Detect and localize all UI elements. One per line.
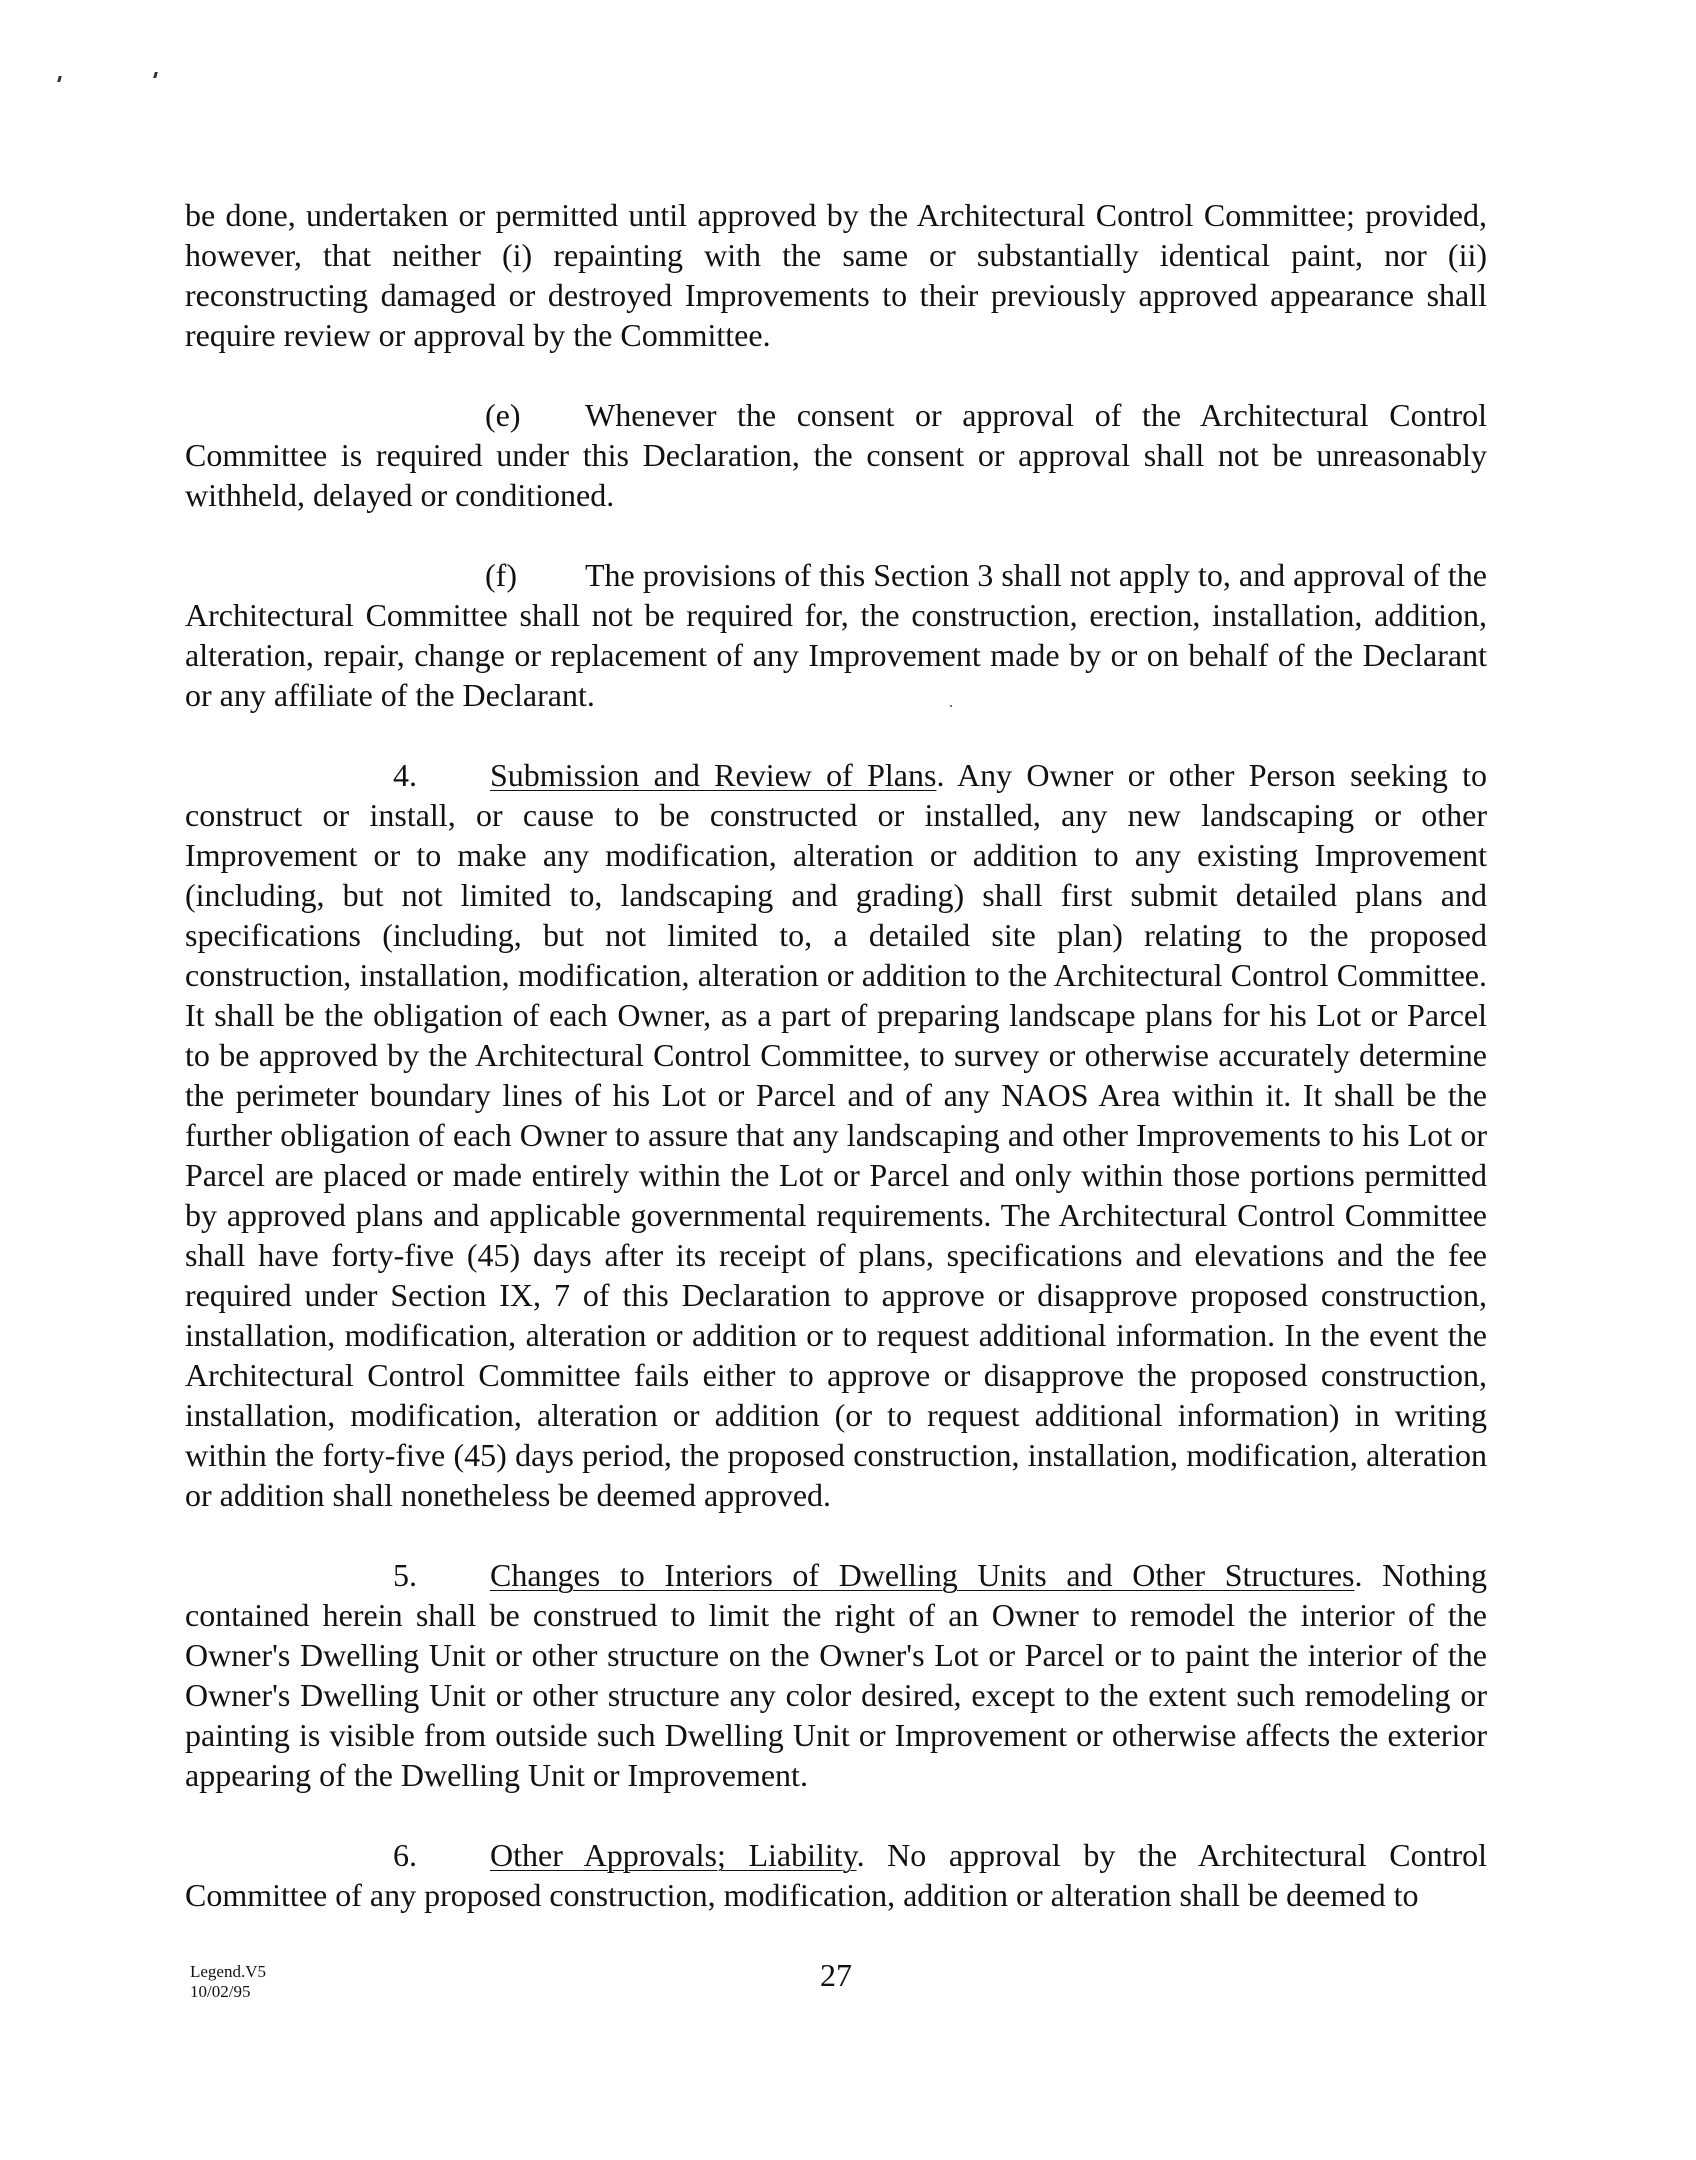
section-4-heading: Submission and Review of Plans [490, 757, 937, 793]
paragraph-e-label: (e) [485, 397, 521, 433]
section-4-number: 4. [393, 757, 417, 793]
footer-legend [190, 1962, 266, 2002]
section-6-heading: Other Approvals; Liability [490, 1837, 857, 1873]
section-6-number: 6. [393, 1837, 417, 1873]
section-5-heading: Changes to Interiors of Dwelling Units and Other Structures [490, 1557, 1355, 1593]
page-number: 27 [820, 1957, 852, 1993]
section-5-text: . Nothing contained herein shall be construed to limit the right of an Owner to remodel the interior of the Owner's Dwelling Unit or other structure on the Owner's Lot or Parcel or to paint the interior of the Owner's Dwelling Unit or other structure any color desired, except to the extent such remodeling or painting is visible from outside such Dwelling Unit or Improvement or otherwise affects the exterior appearing of the Dwelling Unit or Improvement. [185, 1557, 1488, 1793]
paragraph-f [185, 555, 1487, 715]
section-6-text: . No approval by the Architectural Control Committee of any proposed construction, modification, addition or alteration shall be deemed to [185, 1837, 1488, 1913]
footer-legend-date: 10/02/95 [190, 1982, 251, 2001]
scan-speck [57, 76, 62, 82]
footer-legend-version: Legend.V5 [190, 1962, 267, 1981]
section-4-text: . Any Owner or other Person seeking to construct or install, or cause to be constructed or installed, any new landscaping or other Improvement or to make any modification, alteration or addition to any existing Improvement (including, but not limited to, landscaping and grading) shall first submit detailed plans and specifications (including, but not limited to, a detailed site plan) relating to the proposed construction, installation, modification, alteration or addition to the Architectural Control Committee. It shall be the obligation of each Owner, as a part of preparing landscape plans for his Lot or Parcel to be approved by the Architectural Control Committee, to survey or otherwise accurately determine the perimeter boundary lines of his Lot or Parcel and of any NAOS Area within it. It shall be the further obligation of each Owner to assure that any landscaping and other Improvements to his Lot or Parcel are placed or made entirely within the Lot or Parcel and only within those portions permitted by approved plans and applicable governmental requirements. The Architectural Control Committee shall have forty-five (45) days after its receipt of plans, specifications and elevations and the fee required under Section IX, 7 of this Declaration to approve or disapprove proposed construction, installation, modification, alteration or addition or to request additional information. In the event the Architectural Control Committee fails either to approve or disapprove the proposed construction, installation, modification, alteration or addition (or to request additional information) in writing within the forty-five (45) days period, the proposed construction, installation, modification, alteration or addition shall nonetheless be deemed approved. [185, 757, 1487, 1513]
section-5 [185, 1555, 1487, 1795]
paragraph-continued-text: be done, undertaken or permitted until approved by the Architectural Control Committee; provided, however, that neither (i) repainting with the same or substantially identical paint, nor (ii) reconstructing damaged or destroyed Improvements to their previously approved appearance shall require review or approval by the Committee. [185, 197, 1487, 353]
paragraph-f-label: (f) [485, 557, 517, 593]
section-4 [185, 755, 1487, 1515]
scan-specks [56, 68, 166, 88]
scan-speck [153, 72, 158, 78]
paragraph-e-text: Whenever the consent or approval of the Architectural Control Committee is required under this Declaration, the consent or approval shall not be unreasonably withheld, delayed or conditioned. [185, 397, 1487, 513]
document-body [185, 195, 1487, 1955]
section-6 [185, 1835, 1487, 1915]
paragraph-e [185, 395, 1487, 515]
paragraph-f-text: The provisions of this Section 3 shall not apply to, and approval of the Architectural Committee shall not be required for, the construction, erection, installation, addition, alteration, repair, change or replacement of any Improvement made by or on behalf of the Declarant or any affiliate of the Declarant. [185, 557, 1487, 713]
paragraph-continued [185, 195, 1487, 355]
section-5-number: 5. [393, 1557, 417, 1593]
